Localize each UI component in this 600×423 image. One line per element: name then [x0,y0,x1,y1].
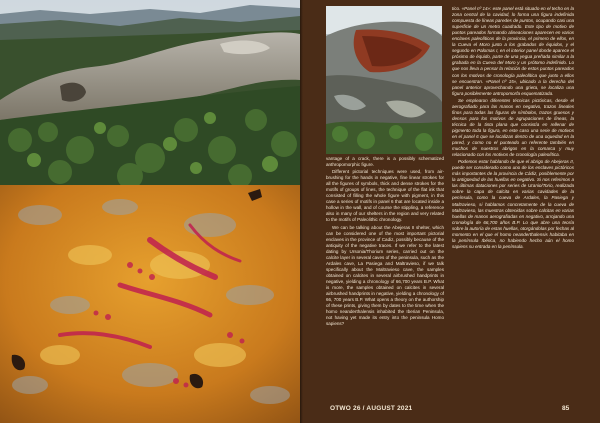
rock-art-photo [0,185,300,423]
page-number: 85 [562,405,570,412]
magazine-footer: OTWO 26 / AUGUST 2021 [330,405,413,412]
paragraph: Podemos estar hablando de que el abrigo de Abejeras II, puede ser considerado como uno de los enclaves pictóricos más importantes de la provincia de Cádiz, posiblemente por la antigüedad de las huellas en negativo. Si nos referimos a las últimas dataciones por series de Uranio/Torio, realizada sobre la capa de calcita en varias cavidades de la península, como la cueva de Ardales, la Pasiega y Maltravieso, si hablamos concretamente de la cueva de Maltravieso, las muestras obtenidas sobre calcitas en varias huellas de manos aerografiadas en negativo, arrojando una cronología de 66,700 años B.P. Lo que abre una teoría sobre la autoría de estas huellas, otorgándolas por fechas al momento en el que el homo neanderthalensis habitaba en la península Ibérica, no habiendo hecho aún el homo sapiens su entrada en la península. [452,159,574,249]
landscape-photo [0,0,300,185]
paragraph: We can be talking about the Abejeras II shelter, which can be considered one of the most important pictorial enclaves in the province of Cadiz, possibly because of the antiquity of the negative traces. If we refer to the latest dating by Ursonia/Thorium series, carried out on the calcite layer in several caves of the peninsula, such as the Ardales cave, La Pasiega and Maltravieso, if we talk specifically about the Maltravieso cave, the samples obtained on calcites in several airbrushed handprints in negative, yielding a chronology of 66,700 years B.P. What is more, the samples obtained on calcites in several airbrushed handprints in negative, yielding a chronology of 66, 700 years B.P. What opens a theory on the authorship of these prints, giving them by dates to the time when the homo neanderthalensis inhabited the Iberian Peninsula, not having yet made its entry into the peninsula Homo sapiens? [326,224,444,327]
paragraph: Se emplearon diferentes técnicas pictóricas, desde el aerografiado para las manos en negativo, trazos lineales finos para todas las figuras de símbolos, trazos gruesos y densos para los motivos de agrupaciones de líneas, la técnica de la tinta plana que consistía en rellenar de pigmento toda la figura, en este caso una serie de motivos en el panel 6 que se localizan dentro de una oquedad en la pared, y como no el punteado un referente también en muchos de nuestros abrigos en la comarca y muy relacionado con los motivos de cronología paleolítica. [452,97,574,158]
paragraph: vantage of a crack, there is a possibly schematized anthropomorphic figure. [326,156,444,168]
article-column-spanish [452,6,574,404]
rock-shelter-photo [326,6,442,154]
right-page [300,0,600,423]
paragraph: tico. «Panel nº 14»: este panel está situado en el techo en la zona central de la cavidad, lo forma una figura indefinida compuesta de líneas paredes de puntos, ocupando casi una superficie de un metro cuadrado. Este tipo de motivo de puntos pareados formando alineaciones aparecen en varios enclaves paleolíticos de la provincia, el primero de ellos, en la Cueva el Moro junto a los grabados de équidos, y el segundo en Palomas I, en el interior panel donde aparece el próximo de équido, parte de una yegua preñada similar a la grabada en la Cueva del Moro y un prótomo indefinido. Lo que nos lleva a pensar la relación de estos puntos pareados con los motivos de cronología paleolítica que junto a ellos se encuentran. «Panel nº 15», ubicado a la derecha del panel anterior aprovechando una grieta, se localiza una figura posiblemente antropomorfa esquematizada. [452,6,574,96]
article-column-english [326,156,444,404]
paragraph: Different pictorial techniques were used, from air-brushing for the hands in negative, fine linear strokes for all the figures of symbols, thick and dense strokes for the motifs of groups of lines, the technique of the flat ink that consisted of filling the whole figure with pigment, in this case a series of motifs in panel 6 that are located inside a hollow in the wall, and of course the stippling, a reference also in many of our shelters in the region and very related to the motifs of Paleolithic chronology. [326,169,444,223]
